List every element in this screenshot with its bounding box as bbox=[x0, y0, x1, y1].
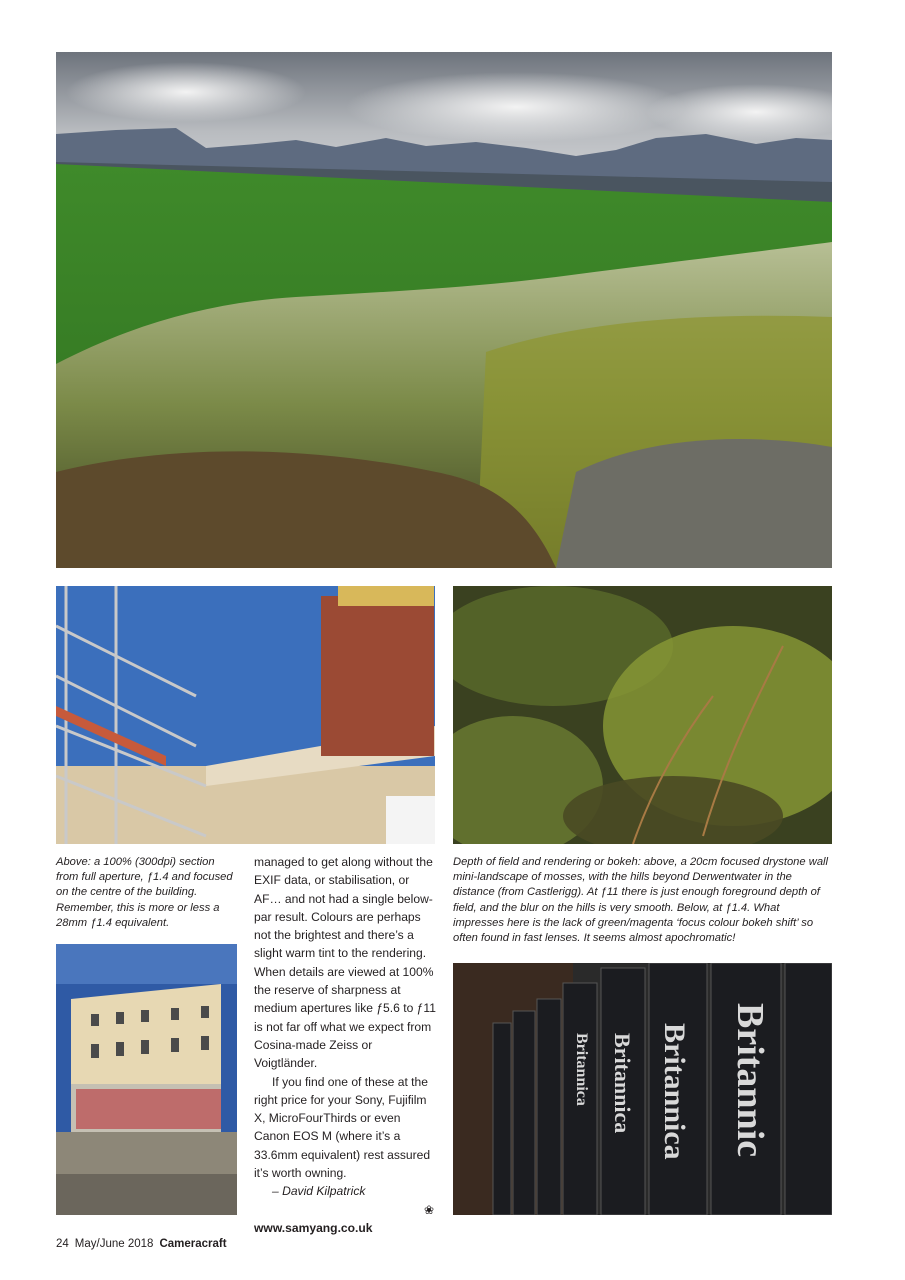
website-link[interactable]: www.samyang.co.uk bbox=[254, 1220, 373, 1235]
moss-closeup-photo bbox=[453, 586, 832, 844]
page-footer bbox=[56, 1238, 227, 1250]
body-paragraph: managed to get along without the EXIF data, or stabilisation, or AF… and not had a single below-par result. Colours are perhaps not the brightest and there’s a slight warm tint to the rendering. When details are viewed at 100% the reserve of sharpness at medium apertures like ƒ5.6 to ƒ11 is not far off what we expect from Cosina-made Zeiss or Voigtländer. bbox=[254, 855, 436, 1071]
moss-landscape-photo bbox=[56, 52, 832, 568]
author-byline: – David Kilpatrick bbox=[272, 1184, 366, 1199]
scaffold-photo bbox=[56, 586, 435, 844]
left-caption: Above: a 100% (300dpi) section from full aperture, ƒ1.4 and focused on the centre of the building. Remember, this is more or less a 28mm ƒ1.4 equivalent. bbox=[56, 856, 233, 929]
building-photo bbox=[56, 944, 237, 1215]
issue-date: May/June 2018 bbox=[74, 1238, 154, 1250]
right-caption: Depth of field and rendering or bokeh: above, a 20cm focused drystone wall mini-landscape of mosses, with the hills beyond Derwentwater in the distance (from Castlerigg). At ƒ11 there is just enough foreground depth of field, and the blur on the hills is very smooth. Below, at ƒ1.4. What impresses here is the lack of green/magenta ‘focus colour bokeh shift’ so often found in fast lenses. It seems almost apochromatic! bbox=[453, 856, 829, 945]
end-mark-icon: ❀ bbox=[423, 1202, 434, 1217]
article-body bbox=[254, 853, 438, 1237]
britannica-spine-text: Britannica bbox=[573, 1033, 590, 1106]
britannica-photo bbox=[453, 963, 832, 1215]
britannica-spine-text: Britannica bbox=[658, 1023, 691, 1160]
britannica-spine-text: Britannic bbox=[729, 1003, 771, 1158]
body-paragraph: If you find one of these at the right price for your Sony, Fujifilm X, MicroFourThirds or even Canon EOS M (where it’s a 33.6mm equivalent) rest assured it’s worth owning. bbox=[254, 1074, 431, 1181]
britannica-spine-text: Britannica bbox=[610, 1033, 635, 1134]
page-number: 24 bbox=[56, 1238, 69, 1250]
magazine-name: Cameracraft bbox=[159, 1238, 227, 1250]
